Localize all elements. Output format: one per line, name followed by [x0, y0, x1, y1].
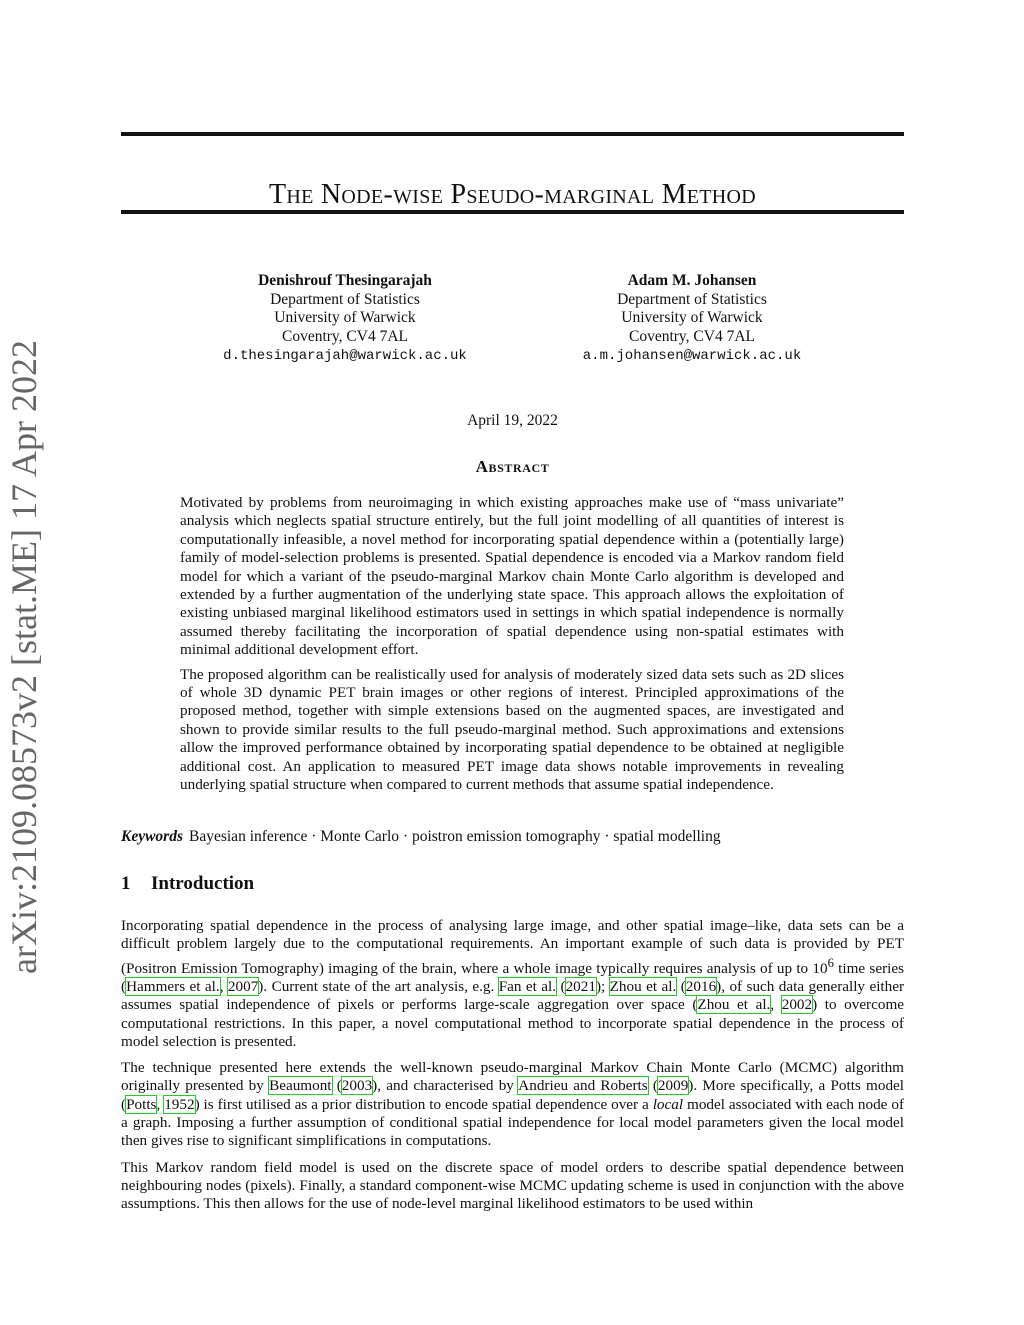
text: (	[676, 977, 686, 995]
author-department: Department of Statistics	[270, 290, 420, 308]
text: ,	[219, 977, 228, 995]
citation-link[interactable]: Potts	[126, 1095, 157, 1113]
intro-paragraph-3: This Markov random field model is used on the discrete space of model orders to describe spatial dependence between neighbouring nodes (pixels). Finally, a standard component-wise MCMC updating scheme is used in conjunction with the above assumptions. This then allows for the use of node-level marginal likelihood estimators to be used within	[121, 1158, 904, 1213]
text: ). More specifically, a Potts model (	[121, 1077, 905, 1113]
abstract-heading: Abstract	[475, 457, 550, 476]
text: ) is first utilised as a prior distribution to encode spatial dependence over a	[194, 1095, 653, 1113]
section-heading	[121, 873, 254, 895]
citation-link[interactable]: 1952	[164, 1095, 195, 1113]
citation-link[interactable]: 2003	[341, 1077, 373, 1095]
text: Incorporating spatial dependence in the process of analysing large image, and other spatial image–like, data sets can be a difficult problem largely due to the computational requirements. An important example of such data is provided by PET (Positron Emission Tomography) imaging of the brain, where a whole image typically requires analysis of up to 10	[121, 917, 904, 977]
author-university: University of Warwick	[274, 309, 416, 326]
text: ), and characterised by	[372, 1077, 519, 1095]
text: time series (	[121, 959, 905, 995]
text: ) to overcome computational restrictions. In this paper, a novel computational method to incorporate spatial dependence in the process of model selection is presented.	[121, 996, 905, 1050]
intro-paragraph-1	[121, 917, 904, 1051]
author-block-2	[542, 272, 842, 366]
citation-link[interactable]: Zhou et al.	[697, 996, 771, 1014]
author-name: Denishrouf Thesingarajah	[258, 272, 432, 289]
author-address: Coventry, CV4 7AL	[282, 327, 408, 345]
arxiv-identifier-stamp: arXiv:2109.08573v2 [stat.ME] 17 Apr 2022	[4, 340, 44, 974]
citation-link[interactable]: 2009	[657, 1077, 689, 1095]
author-department: Department of Statistics	[617, 290, 767, 308]
author-name: Adam M. Johansen	[627, 272, 757, 289]
abstract-paragraph-2: The proposed algorithm can be realistically used for analysis of moderately sized data sets such as 2D slices of whole 3D dynamic PET brain images or other regions of interest. Principled approximations of the proposed method, together with simple extensions based on the augmented spaces, are investigated and shown to provide similar results to the full pseudo-marginal method. Such approximations and extensions allow the improved performance obtained by incorporating spatial dependence to be obtained at negligible additional cost. An application to measured PET image data shows notable improvements in revealing underlying spatial structure when compared to current methods that assume spatial independence.	[180, 665, 844, 794]
text: );	[595, 977, 610, 995]
citation-link[interactable]: 2016	[685, 977, 717, 995]
section-title: Introduction	[151, 873, 255, 894]
citation-link[interactable]: 2021	[565, 977, 596, 995]
text: ,	[770, 996, 782, 1014]
title-rule-top	[121, 132, 904, 136]
keywords-label: Keywords	[121, 828, 183, 845]
author-block-1	[195, 272, 495, 366]
citation-link[interactable]: Andrieu and Roberts	[518, 1077, 648, 1095]
paper-title: The Node-wise Pseudo-marginal Method	[268, 178, 757, 210]
author-email[interactable]: d.thesingarajah@warwick.ac.uk	[223, 348, 467, 364]
introduction-body	[121, 917, 904, 1222]
keywords-line	[121, 828, 904, 846]
text: The technique presented here extends the well-known pseudo-marginal Markov Chain Monte Carlo (MCMC) algorithm originally presented by	[121, 1059, 904, 1095]
paper-date: April 19, 2022	[467, 412, 558, 429]
intro-paragraph-2	[121, 1059, 904, 1150]
exponent: 6	[827, 955, 834, 970]
author-address: Coventry, CV4 7AL	[629, 327, 755, 345]
abstract-paragraph-1: Motivated by problems from neuroimaging in which existing approaches make use of “mass univariate” analysis which neglects spatial structure entirely, but the full joint modelling of all quantities of interest is computationally infeasible, a novel method for incorporating spatial dependence within a (potentially large) family of model-selection problems is presented. Spatial dependence is encoded via a Markov random field model for which a variant of the pseudo-marginal Markov chain Monte Carlo algorithm is developed and extended by a further augmentation of the underlying state space. This approach allows the exploitation of existing unbiased marginal likelihood estimators used in settings in which spatial independence is normally assumed thereby facilitating the incorporation of spatial dependence using non-spatial estimates with minimal additional development effort.	[180, 494, 844, 659]
text: model associated with each node of a graph. Imposing a further assumption of conditional spatial independence for local model parameters given the local model then gives rise to significant simplifications in computations.	[121, 1095, 904, 1150]
keywords-text: Bayesian inference · Monte Carlo · poistron emission tomography · spatial modelling	[189, 828, 721, 845]
text: (	[556, 977, 566, 995]
emphasis: local	[652, 1095, 684, 1113]
text: ). Current state of the art analysis, e.g.	[258, 977, 499, 995]
abstract-body	[180, 494, 844, 801]
author-email[interactable]: a.m.johansen@warwick.ac.uk	[582, 348, 802, 364]
citation-link[interactable]: Hammers et al.	[126, 977, 220, 995]
text: ,	[156, 1095, 165, 1113]
citation-link[interactable]: Fan et al.	[498, 977, 557, 995]
citation-link[interactable]: Zhou et al.	[609, 977, 677, 995]
citation-link[interactable]: 2002	[781, 996, 813, 1014]
author-university: University of Warwick	[621, 309, 763, 326]
text: (	[647, 1077, 658, 1095]
text: ), of such data generally either assumes spatial independence of pixels or performs large-scale aggregation over space (	[121, 977, 905, 1014]
section-number: 1	[121, 873, 131, 894]
citation-link[interactable]: 2007	[227, 977, 259, 995]
citation-link[interactable]: Beaumont	[269, 1077, 332, 1095]
title-rule-bottom	[121, 210, 904, 214]
text: (	[331, 1077, 342, 1095]
